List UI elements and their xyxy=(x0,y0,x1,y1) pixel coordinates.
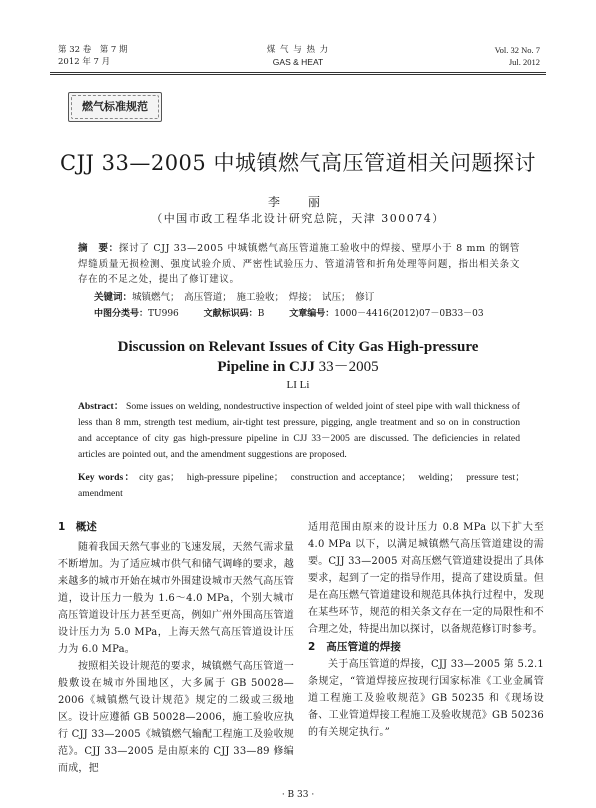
articleno-field xyxy=(289,309,483,319)
title-en-line2-number: 33－2005 xyxy=(314,359,379,375)
clc-value: TU996 xyxy=(148,309,179,319)
header-rule-thin xyxy=(50,74,546,75)
abstract-en xyxy=(78,399,520,463)
keywords-cn-text: 城镇燃气； 高压管道； 施工验收； 焊接； 试压； 修订 xyxy=(132,292,375,303)
doccode-label: 文献标识码： xyxy=(203,309,258,319)
keywords-en-label: Key words： xyxy=(78,472,136,483)
journal-volume-en xyxy=(495,44,540,68)
volume-issue-cn: 第 32 卷 第 7 期 xyxy=(58,45,128,55)
abstract-cn xyxy=(78,241,520,288)
article-title-cn: CJJ 33—2005 中城镇燃气高压管道相关问题探讨 xyxy=(60,151,536,175)
body-paragraph-3: 适用范围由原来的设计压力 0.8 MPa 以下扩大至 4.0 MPa 以下，以满足城镇燃气高压管道建设的需要。CJJ 33—2005 对高压燃气管道建设提出了具体要求，起到了一定的指导作用，提高了建设质量。但是在高压燃气管道建设和规范具体执行过程中，发现在某些环节，规范的相关条文存在一定的局限性和不合理之处，特提出加以探讨，以备规范修订时参考。 xyxy=(308,522,544,635)
body-paragraph-2: 按照相关设计规范的要求，城镇燃气高压管道一般敷设在城市外围地区，大多属于 GB 50028—2006《城镇燃气设计规范》规定的二级或三级地区。设计应遵循 GB 50028—2006，施工验收应执行 CJJ 33—2005《城镇燃气输配工程施工及验收规范》。CJJ 33—2005 是由原来的 CJJ 33—89 修编而成，把 xyxy=(58,661,294,774)
section-2-heading: 2 高压管道的焊接 xyxy=(308,641,402,653)
articleno-value: 1000－4416(2012)07－0B33－03 xyxy=(334,309,484,319)
author-en: LI Li xyxy=(286,379,310,391)
author-cn: 李 丽 xyxy=(267,195,328,209)
classification-line xyxy=(94,307,524,322)
date-en: Jul. 2012 xyxy=(508,57,540,67)
keywords-cn xyxy=(94,290,524,305)
abstract-cn-text: 探讨了 CJJ 33—2005 中城镇燃气高压管道施工验收中的焊接、壁厚小于 8 mm 的钢管焊缝质量无损检测、强度试验介质、严密性试验压力、管道清管和折角处理等问题，指出相关条文存在的不足之处，提出了修订建议。 xyxy=(78,243,521,285)
abstract-en-text: Some issues on welding, nondestructive inspection of welded joint of steel pipe with wall thickness of less than 8 mm, strength test medium, air-tight test pressure, pigging, angle treatment and so on in construction and acceptance of city gas high-pressure pipeline in CJJ 33－2005 are discussed. The deficiencies in related articles are pointed out, and the amendment suggestions are proposed. xyxy=(78,401,520,460)
column-badge xyxy=(68,92,162,122)
abstract-en-label: Abstract： xyxy=(78,401,124,412)
header-rule xyxy=(50,72,546,73)
articleno-label: 文章编号： xyxy=(289,309,335,319)
column-badge-label: 燃气标准规范 xyxy=(71,95,159,119)
page-number: · B 33 · xyxy=(281,790,315,800)
body-paragraph-1: 随着我国天然气事业的飞速发展，天然气需求量不断增加。为了适应城市供气和储气调峰的要求，越来越多的城市开始在城市外围建设城市天然气高压管道，设计压力一般为 1.6～4.0 MPa，个别大城市高压管道设计压力甚至更高，例如广州外围高压管道设计压力为 5.0 MPa，上海天然气高压管道设计压力为 6.0 MPa。 xyxy=(58,542,294,655)
clc-field xyxy=(94,309,179,319)
keywords-en xyxy=(78,470,530,502)
article-title-en-line2 xyxy=(0,357,596,377)
body-right-column xyxy=(308,519,544,741)
article-title-en-line1: Discussion on Relevant Issues of City Gas High-pressure xyxy=(117,339,479,355)
journal-name-cn: 煤 气 与 热 力 xyxy=(266,45,330,55)
body-left-column xyxy=(58,539,294,777)
doccode-value: B xyxy=(257,309,265,319)
affiliation-cn: （中国市政工程华北设计研究总院，天津 300074） xyxy=(151,212,445,225)
clc-label: 中图分类号： xyxy=(94,309,149,319)
title-en-line2-bold: Pipeline in CJJ xyxy=(217,359,315,375)
date-cn: 2012 年 7 月 xyxy=(58,57,111,67)
volume-issue-en: Vol. 32 No. 7 xyxy=(494,45,540,55)
keywords-en-text: city gas； high-pressure pipeline； construction and acceptance； welding； pressure test； amendment xyxy=(78,472,530,499)
journal-name-en: GAS & HEAT xyxy=(272,57,324,67)
keywords-cn-label: 关键词： xyxy=(94,292,133,303)
abstract-cn-label: 摘 要： xyxy=(78,243,119,254)
body-paragraph-4: 关于高压管道的焊接，CJJ 33—2005 第 5.2.1 条规定，“管道焊接应按现行国家标准《工业金属管道工程施工及验收规范》GB 50235 和《现场设备、工业管道焊接工程施工及验收规范》GB 50236 的有关规定执行。” xyxy=(308,659,544,738)
doccode-field xyxy=(204,309,265,319)
section-1-heading: 1 概述 xyxy=(58,521,97,533)
